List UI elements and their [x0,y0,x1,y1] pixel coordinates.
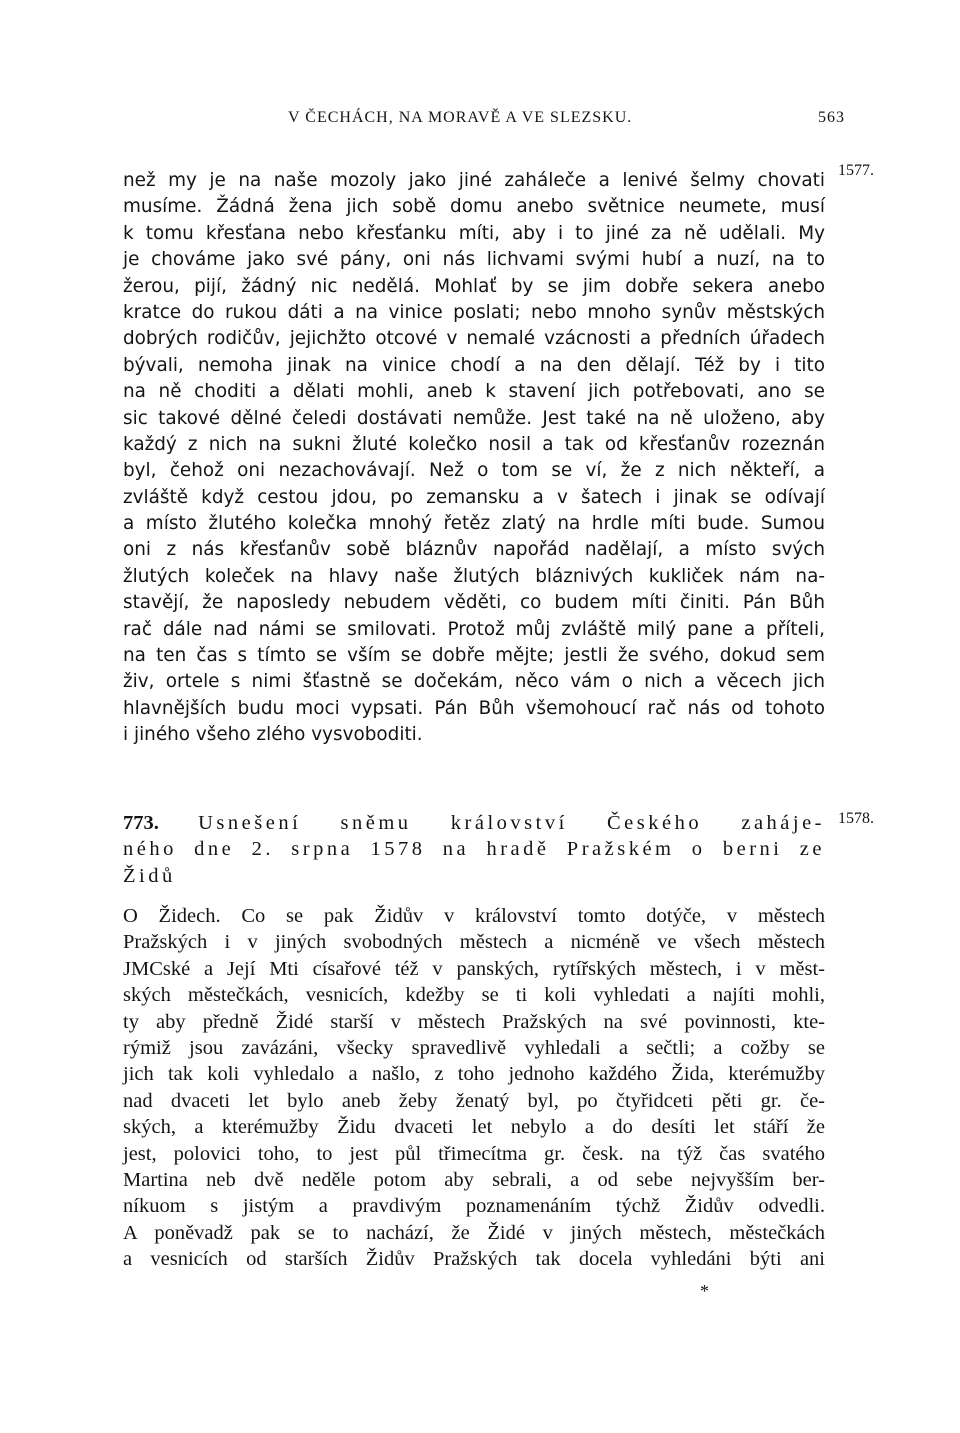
text-line: sic takové dělné čeledi dostávati nemůže. Jest také na ně uloženo, aby [123,407,825,429]
text-line: ty aby předně Židé starší v městech Pražských na své povinnosti, kte- [123,1010,825,1033]
text-line: je chováme jako své pány, oni nás lichvami svými hubí a nuzí, na to [123,249,825,271]
text-line: dobrých rodičův, jejichžto otcové v nemalé vzácnosti a předních úřadech [123,328,825,350]
text-line: nad dvaceti let bylo aneb žeby ženatý byl, po čtyřidceti pěti gr. če- [123,1089,825,1112]
text-line: byl, čehož oni nezachovávají. Než o tom se ví, že z nich někteří, a [123,460,825,482]
text-line: zvláště když cestou jdou, po zemansku a v šatech i jinak se odívají [123,486,825,508]
text-line: než my je na naše mozoly jako jiné zaháleče a lenivé šelmy chovati [123,170,825,191]
text-line: rýmiž jsou zavázáni, všecky spravedlivě vyhledali a sečtli; a cožby se [123,1036,825,1059]
text-line: i jiného všeho zlého vysvoboditi. [123,724,423,746]
text-line: bývali, nemoha jinak na vinice chodí a na den dělají. Též by i tito [123,354,825,376]
running-head-title: V ČECHÁCH, NA MORAVĚ A VE SLEZSKU. [288,109,633,126]
paragraph-letter [123,168,825,749]
footer-asterisk: * [700,1281,709,1301]
text-line: a místo žlutého kolečka mnohý řetěz zlatý na hrdle míti bude. Sumou [123,513,825,535]
margin-year-1578: 1578. [838,810,874,827]
text-line: hlavnějších budu moci vypsati. Pán Bůh všemohoucí rač nás od tohoto [123,697,825,719]
section-heading-line: ného dne 2. srpna 1578 na hradě Pražském o berni ze [123,838,825,861]
text-line: ských městečkách, vesnicích, kdežby se ti koli vyhledati a najíti mohli, [123,984,825,1007]
text-line: na ten čas s tímto se vším se dobře mějte; jestli že svého, dokud sem [123,645,825,667]
text-line: A poněvadž pak se to nachází, že Židé v jiných městech, městečkách [123,1221,825,1244]
text-line: a vesnicích od starších Židův Pražských tak docela vyhledáni býti ani [123,1248,825,1271]
text-line: Pražských i v jiných svobodných městech a nicméně ve všech městech [123,931,825,954]
paragraph-resolution [123,903,825,1272]
text-line: žlutých koleček na hlavy naše žlutých bláznivých kukliček nám na- [123,565,825,587]
text-line: kratce do rukou dáti a na vinice poslati; nebo mnoho synův městských [123,301,825,323]
text-line: k tomu křesťana nebo křesťanku míti, aby i to jiné za ně udělali. My [123,222,825,244]
page-number: 563 [818,109,845,126]
text-line: ských, a kterémužby Židu dvaceti let nebylo a do desíti let stáří že [123,1116,825,1139]
text-line: stavějí, že naposledy nebudem věděti, co budem míti činiti. Pán Bůh [123,592,825,614]
text-line: níkuom s jistým a pravdivým poznamenáním týchž Židův odvedli. [123,1195,825,1218]
text-line: jich tak koli vyhledalo a našlo, z toho jednoho každého Žida, kterémužby [123,1063,825,1086]
text-line: oni z nás křesťanův sobě bláznův napořád nadělají, a místo svých [123,539,825,561]
text-line: jest, polovici toho, to jest půl třimecítma gr. česk. na týž čas svatého [123,1142,825,1165]
text-line: žerou, pijí, žádný nic nedělá. Mohlať by se jim dobře sekera anebo [123,275,825,297]
text-line: živ, ortele s nimi šťastně se dočekám, něco vám o nich a věcech jich [123,671,825,693]
text-line: každý z nich na sukni žluté kolečko nosil a tak od křesťanův rozeznán [123,433,825,455]
text-line: O Židech. Co se pak Židův v království tomto dotýče, v městech [123,905,825,927]
margin-year-1577: 1577. [838,162,874,179]
section-heading [123,810,825,889]
text-line: JMCské a Její Mti císařové též v panských, rytířských městech, i v měst- [123,957,825,980]
text-line: Martina neb dvě neděle potom aby sebrali, a od sebe nejvyšším ber- [123,1168,825,1191]
text-line: musíme. Žádná žena jich sobě domu anebo světnice neumete, musí [123,196,825,218]
section-title-part: Usnešení sněmu království Českého zaháje- [198,812,826,834]
section-number: 773. [123,812,159,834]
text-line: rač dále nad námi se smilovati. Protož můj zvláště milý pane a příteli, [123,618,825,640]
text-line: na ně choditi a dělati mohli, aneb k stavení jich potřebovati, ano se [123,381,825,403]
section-heading-line [123,810,825,836]
section-heading-line: Židů [123,864,176,887]
